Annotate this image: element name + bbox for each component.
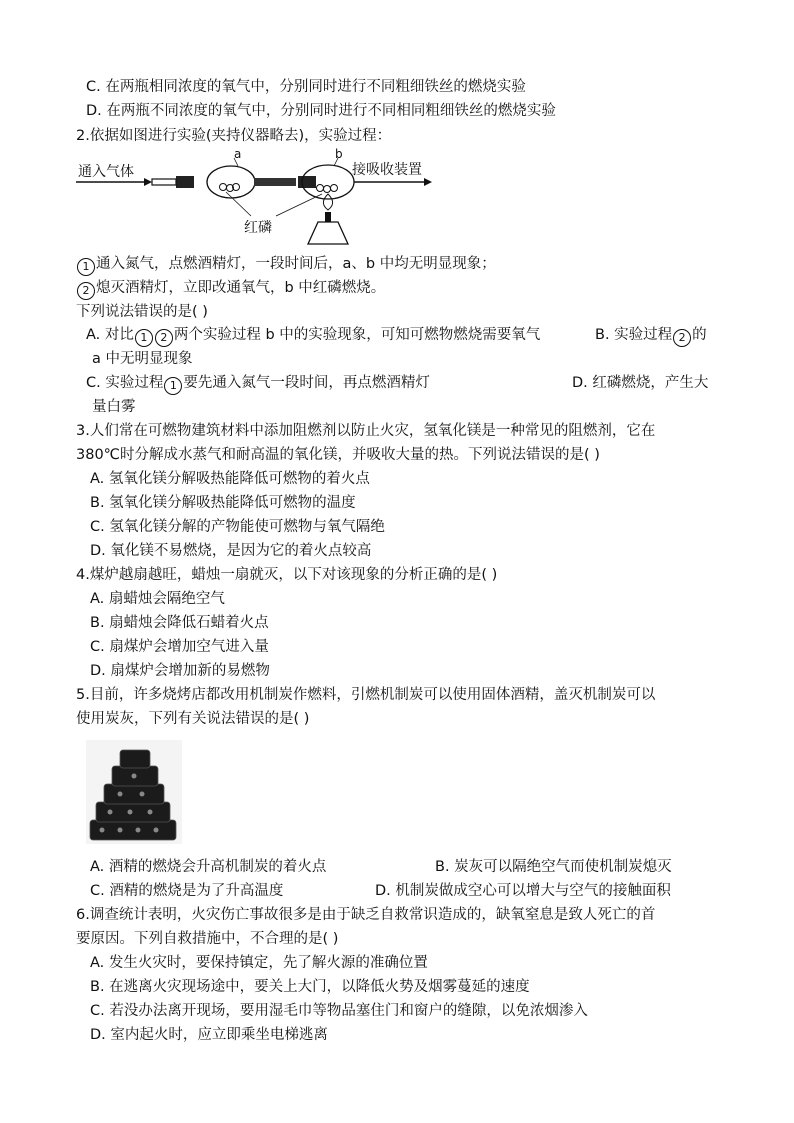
- phosphorus-b2: [324, 186, 331, 193]
- q2-option-b-prefix: B. 实验过程: [595, 327, 673, 343]
- q5-option-d: D. 机制炭做成空心可以增大与空气的接触面积: [375, 883, 671, 899]
- phosphorus-b3: [331, 185, 338, 192]
- q2-option-b-cont: a 中无明显现象: [92, 351, 193, 367]
- q2-step2-text: 熄灭酒精灯，立即改通氧气，b 中红磷燃烧。: [96, 280, 386, 296]
- q2-ask: 下列说法错误的是( ): [76, 304, 208, 320]
- q2-option-c-text: 要先通入氮气一段时间，再点燃酒精灯: [183, 375, 430, 391]
- q5-stem-line1: 5.目前，许多烧烤店都改用机制炭作燃料，引燃机制炭可以使用固体酒精，盖灭机制炭可以: [76, 687, 656, 703]
- circled-number: 2: [673, 329, 691, 347]
- circled-number: 2: [155, 329, 173, 347]
- q5-option-c: C. 酒精的燃烧是为了升高温度: [90, 883, 284, 899]
- q5-option-a: A. 酒精的燃烧会升高机制炭的着火点: [90, 859, 327, 875]
- lamp-flame: [323, 194, 332, 210]
- q2-option-d-cont: 量白雾: [92, 399, 136, 415]
- q4-option-d: D. 扇煤炉会增加新的易燃物: [90, 663, 270, 679]
- q3-stem-line2: 380℃时分解成水蒸气和耐高温的氧化镁，并吸收大量的热。下列说法错误的是( ): [76, 447, 600, 463]
- q4-option-a: A. 扇蜡烛会隔绝空气: [90, 591, 225, 607]
- phosphorus-a1: [220, 184, 227, 191]
- q4-option-c: C. 扇煤炉会增加空气进入量: [90, 639, 269, 655]
- circled-number: 2: [77, 282, 95, 300]
- label-gas-in: 通入气体: [78, 164, 134, 180]
- q6-option-b: B. 在逃离火灾现场途中，要关上大门，以降低火势及烟雾蔓延的速度: [90, 979, 530, 995]
- red-p-leader-2: [276, 194, 322, 216]
- q3-option-d: D. 氧化镁不易燃烧，是因为它的着火点较高: [90, 543, 372, 559]
- q4-stem: 4.煤炉越扇越旺，蜡烛一扇就灭，以下对该现象的分析正确的是( ): [76, 567, 498, 583]
- q6-stem-line2: 要原因。下列自救措施中，不合理的是( ): [76, 931, 339, 947]
- q1-option-d: D. 在两瓶不同浓度的氧气中，分别同时进行不同相同粗细铁丝的燃烧实验: [86, 103, 556, 119]
- q2-option-a: [86, 325, 540, 347]
- q2-option-c: [86, 373, 430, 395]
- q3-stem-line1: 3.人们常在可燃物建筑材料中添加阻燃剂以防止火灾，氢氧化镁是一种常见的阻燃剂，它在: [76, 423, 656, 439]
- q5-stem-line2: 使用炭灰，下列有关说法错误的是( ): [76, 711, 310, 727]
- q2-option-d: D. 红磷燃烧，产生大: [572, 375, 709, 391]
- q5-option-b: B. 炭灰可以隔绝空气而使机制炭熄灭: [435, 859, 672, 875]
- outlet-arrowhead: [424, 178, 432, 186]
- label-red-phosphorus: 红磷: [244, 220, 272, 236]
- circled-number: 1: [164, 377, 182, 395]
- label-absorber: 接吸收装置: [352, 162, 422, 178]
- left-stopper: [176, 176, 194, 188]
- q2-step1-text: 通入氮气，点燃酒精灯，一段时间后，a、b 中均无明显现象；: [96, 256, 496, 272]
- q2-apparatus-diagram: [76, 148, 436, 248]
- q6-option-d: D. 室内起火时，应立即乘坐电梯逃离: [90, 1027, 328, 1043]
- q1-option-c: C. 在两瓶相同浓度的氧气中，分别同时进行不同粗细铁丝的燃烧实验: [86, 79, 526, 95]
- left-tube: [152, 179, 176, 185]
- inlet-arrowhead: [144, 178, 152, 186]
- q2-option-b: [595, 325, 707, 347]
- bulb-a: [207, 166, 255, 198]
- q2-option-c-prefix: C. 实验过程: [86, 375, 164, 391]
- q2-option-a-prefix: A. 对比: [86, 327, 134, 343]
- q6-stem-line1: 6.调查统计表明，火灾伤亡事故很多是由于缺乏自救常识造成的，缺氧窒息是致人死亡的首: [76, 907, 656, 923]
- charcoal-stack-photo: [86, 740, 182, 844]
- phosphorus-b1: [317, 185, 324, 192]
- lamp-wick: [325, 212, 331, 222]
- circled-number: 1: [135, 329, 153, 347]
- circled-number: 1: [77, 258, 95, 276]
- q3-option-a: A. 氢氧化镁分解吸热能降低可燃物的着火点: [90, 471, 370, 487]
- q2-step1: [76, 254, 496, 276]
- red-p-leader-1: [226, 192, 251, 216]
- label-a: a: [234, 148, 242, 161]
- q4-option-b: B. 扇蜡烛会降低石蜡着火点: [90, 615, 269, 631]
- q3-option-c: C. 氢氧化镁分解的产物能使可燃物与氧气隔绝: [90, 519, 385, 535]
- q2-stem: 2.依据如图进行实验(夹持仪器略去)，实验过程：: [76, 128, 392, 144]
- q2-option-b-suffix: 的: [692, 327, 707, 343]
- q6-option-c: C. 若没办法离开现场，要用湿毛巾等物品塞住门和窗户的缝隙，以免浓烟渗入: [90, 1003, 588, 1019]
- q3-option-b: B. 氢氧化镁分解吸热能降低可燃物的温度: [90, 495, 356, 511]
- right-stopper: [298, 176, 316, 188]
- q2-step2: [76, 278, 385, 300]
- label-b: b: [335, 148, 343, 161]
- connector: [254, 178, 296, 186]
- q2-option-a-text: 两个实验过程 b 中的实验现象，可知可燃物燃烧需要氧气: [173, 327, 541, 343]
- q6-option-a: A. 发生火灾时，要保持镇定，先了解火源的准确位置: [90, 955, 428, 971]
- alcohol-lamp: [308, 222, 348, 244]
